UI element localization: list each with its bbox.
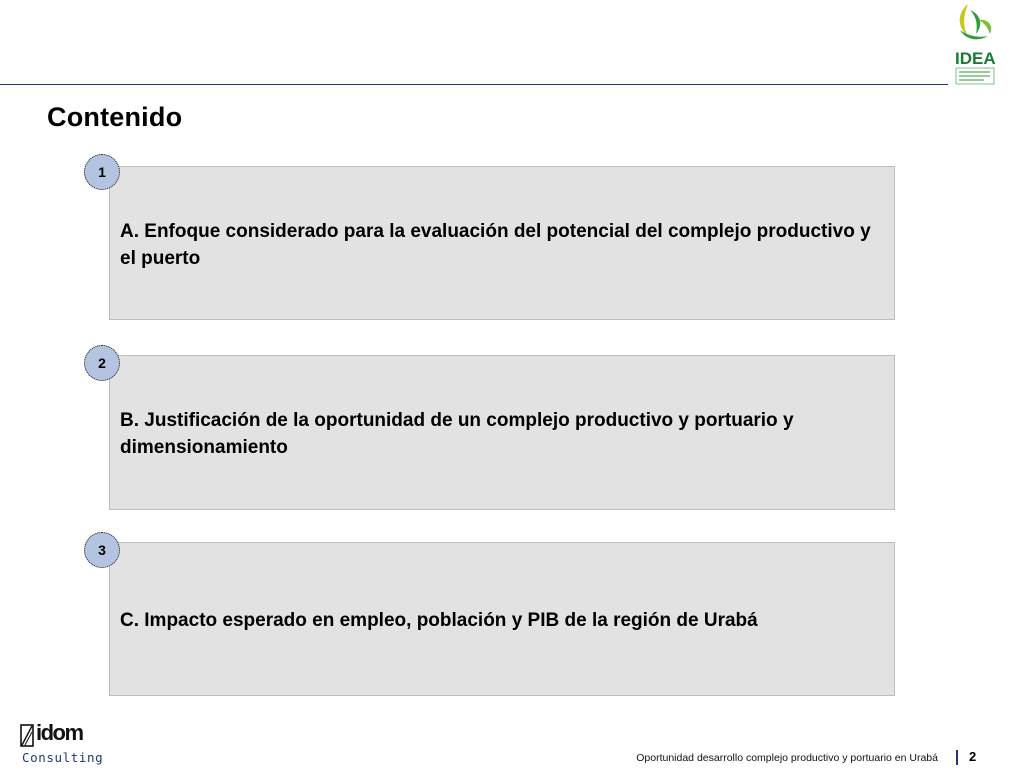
idom-logo-word: idom <box>36 720 83 745</box>
card-2-text: B. Justificación de la oportunidad de un complejo productivo y portuario y dimensionamiento <box>120 410 794 458</box>
footer-divider <box>956 750 958 765</box>
content-card-2 <box>109 355 895 510</box>
header-rule <box>0 84 948 85</box>
content-card-3 <box>109 542 895 696</box>
card-3-text: C. Impacto esperado en empleo, población y PIB de la región de Urabá <box>120 610 758 631</box>
step-badge-1: 1 <box>84 154 120 190</box>
page-title: Contenido <box>47 102 183 132</box>
page-number: 2 <box>969 749 977 764</box>
step-badge-3: 3 <box>84 532 120 568</box>
content-card-1 <box>109 166 895 320</box>
svg-text:IDEA: IDEA <box>955 49 996 68</box>
footer-caption: Oportunidad desarrollo complejo productivo y portuario en Urabá <box>636 752 938 764</box>
card-1-text: A. Enfoque considerado para la evaluación del potencial del complejo productivo y el puerto <box>120 221 871 269</box>
idea-logo <box>948 0 1000 88</box>
step-badge-2: 2 <box>84 345 120 381</box>
idom-logo-sub: Consulting <box>22 750 104 765</box>
